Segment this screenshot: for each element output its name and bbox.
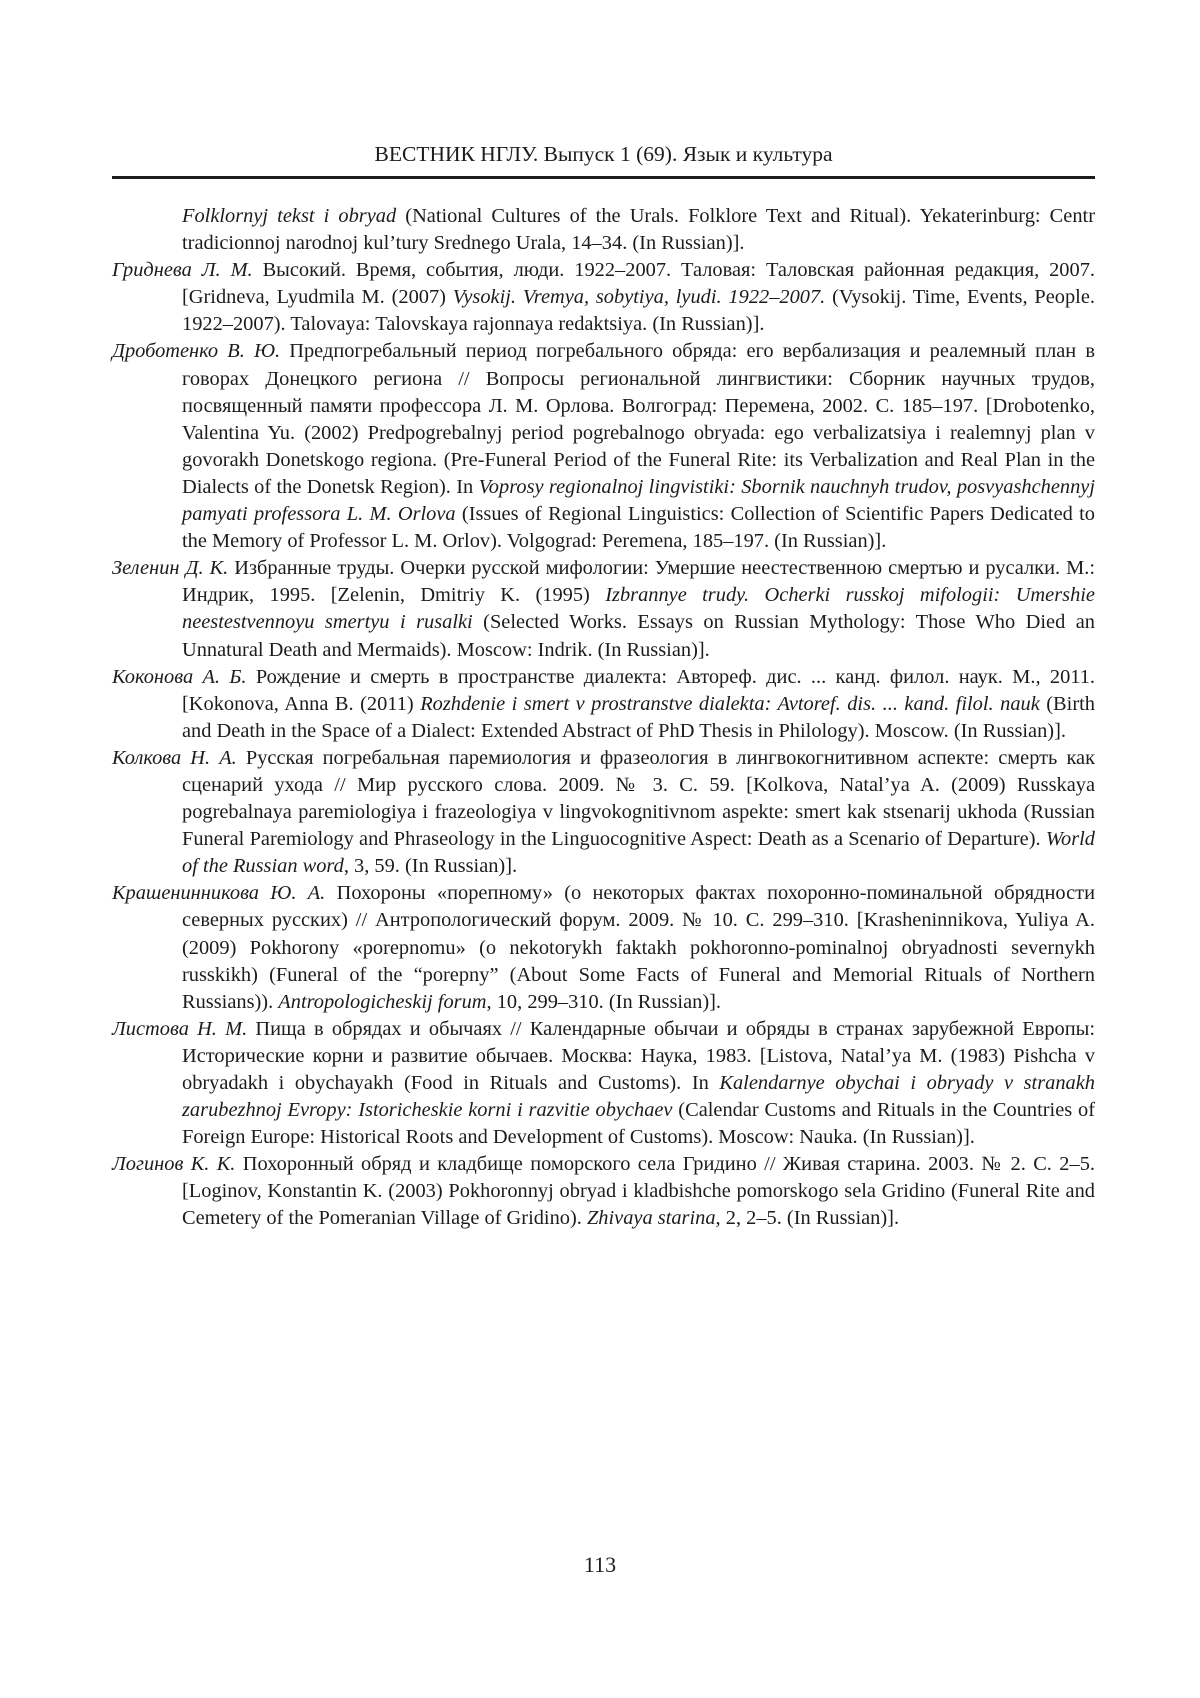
reference-title-italic: World of the Russian word <box>182 828 1095 878</box>
reference-entry <box>112 880 1095 1015</box>
reference-text: Русская погребальная паремиология и фразеология в лингвокогнитивном аспекте: смерть как сценарий ухода // Мир русского слова. 2009. № 3. С. 59. [Kolkova, Natal’ya A. (2009) Russkaya pogrebalnaya paremiologiya i frazeologiya v lingvokognitivnom aspekte: smert kak stsenarij ukhoda (Russian Funeral Paremiology and Phraseology in the Linguocognitive Aspect: Death as a Scenario of Departure). <box>182 746 1095 851</box>
reference-text: (Issues of Regional Linguistics: Collection of Scientific Papers Dedicated to the Memory of Professor L. M. Orlov). Volgograd: Peremena, 185–197. (In Russian)]. <box>182 503 1095 553</box>
reference-text: Пища в обрядах и обычаях // Календарные обычаи и обряды в странах зарубежной Европы: Исторические корни и развитие обычаев. Москва: Наука, 1983. [Listova, Natal’ya M. (1983) Pishcha v obryadakh i obychayakh (Food in Rituals and Customs). In <box>182 1017 1095 1094</box>
reference-text: (Birth and Death in the Space of a Dialect: Extended Abstract of PhD Thesis in Philology). Moscow. (In Russian)]. <box>182 692 1095 742</box>
reference-text: Избранные труды. Очерки русской мифологии: Умершие неестественною смертью и русалки. М.: Индрик, 1995. [Zelenin, Dmitriy K. (1995) <box>182 557 1095 607</box>
reference-entry <box>112 257 1095 338</box>
reference-author: Дроботенко В. Ю. <box>112 340 281 363</box>
header-rule <box>112 176 1095 179</box>
reference-text: (Vysokij. Time, Events, People. 1922–2007). Talovaya: Talovskaya rajonnaya redaktsiya. (In Russian)]. <box>182 286 1095 336</box>
reference-entry-continued <box>112 203 1095 257</box>
reference-author: Колкова Н. А. <box>112 746 237 769</box>
reference-entry <box>112 555 1095 663</box>
reference-author: Зеленин Д. К. <box>112 557 229 580</box>
reference-title-italic: Kalendarnye obychai i obryady v stranakh zarubezhnoj Evropy: Istoricheskie korni i razvitie obychaev <box>182 1072 1095 1122</box>
reference-author: Логинов К. К. <box>112 1153 236 1176</box>
reference-text: , 10, 299–310. (In Russian)]. <box>486 990 722 1013</box>
reference-title-italic: Folklornyj tekst i obryad <box>182 205 397 227</box>
reference-entry <box>112 1016 1095 1151</box>
reference-title-italic: Voprosy regionalnoj lingvistiki: Sbornik nauchnyh trudov, posvyashchennyj pamyati professora L. M. Orlova <box>182 475 1095 526</box>
reference-text: (Calendar Customs and Rituals in the Countries of Foreign Europe: Historical Roots and Development of Customs). Moscow: Nauka. (In Russian)]. <box>182 1099 1096 1149</box>
reference-text: , 3, 59. (In Russian)]. <box>343 855 518 878</box>
running-head: ВЕСТНИК НГЛУ. Выпуск 1 (69). Язык и культура <box>374 142 833 166</box>
reference-text: Похоронный обряд и кладбище поморского села Гридино // Живая старина. 2003. № 2. С. 2–5. [Loginov, Konstantin K. (2003) Pokhoronnyj obryad i kladbishche pomorskogo sela Gridino (Funeral Rite and Cemetery of the Pomeranian Village of Gridino). <box>182 1153 1095 1230</box>
reference-title-italic: Izbrannye trudy. Ocherki russkoj mifologii: Umershie neestestvennoyu smertyu i rusalki <box>182 584 1095 634</box>
reference-entry <box>112 1151 1095 1232</box>
reference-text: , 2, 2–5. (In Russian)]. <box>715 1207 900 1230</box>
reference-author: Гриднева Л. М. <box>112 259 253 282</box>
reference-text: Похороны «порепному» (о некоторых фактах похоронно-поминальной обрядности северных русских) // Антропологический форум. 2009. № 10. С. 299–310. [Krasheninnikova, Yuliya A. (2009) Pokhorony «porepnomu» (o nekotorykh faktakh pokhoronno-pominalnoj obryadnosti severnykh russkikh) (Funeral of the “porepny” (About Some Facts of Funeral and Memorial Rituals of Northern Russians)). <box>182 882 1096 1013</box>
reference-text: Высокий. Время, события, люди. 1922–2007. Таловая: Таловская районная редакция, 2007. [Gridneva, Lyudmila M. (2007) <box>182 259 1095 309</box>
reference-text: (National Cultures of the Urals. Folklore Text and Ritual). Yekaterinburg: Centr tradicionnoj narodnoj kul’tury Srednego Urala, 14–34. (In Russian)]. <box>182 205 1095 255</box>
reference-author: Коконова А. Б. <box>112 665 247 688</box>
reference-text: Рождение и смерть в пространстве диалекта: Автореф. дис. ... канд. филол. наук. М., 2011. [Kokonova, Anna B. (2011) <box>182 665 1095 715</box>
reference-title-italic: Zhivaya starina <box>586 1207 716 1230</box>
page-number: 113 <box>583 1552 617 1577</box>
reference-text: (Selected Works. Essays on Russian Mythology: Those Who Died an Unnatural Death and Mermaids). Moscow: Indrik. (In Russian)]. <box>182 611 1095 661</box>
reference-author: Крашенинникова Ю. А. <box>112 882 326 905</box>
reference-title-italic: Antropologicheskij forum <box>278 990 487 1013</box>
reference-list <box>112 203 1095 1233</box>
reference-entry <box>112 664 1095 745</box>
reference-text: Предпогребальный период погребального обряда: его вербализация и реалемный план в говорах Донецкого региона // Вопросы региональной лингвистики: Сборник научных трудов, посвященный памяти профессора Л. М. Орлова. Волгоград: Перемена, 2002. С. 185–197. [Drobotenko, Valentina Yu. (2002) Predpogrebalnyj period pogrebalnogo obryada: ego verbalizatsiya i realemnyj plan v govorakh Donetskogo regiona. (Pre-Funeral Period of the Funeral Rite: its Verbalization and Real Plan in the Dialects of the Donetsk Region). In <box>182 340 1095 498</box>
reference-entry <box>112 338 1095 555</box>
reference-entry <box>112 745 1095 880</box>
reference-title-italic: Vysokij. Vremya, sobytiya, lyudi. 1922–2007. <box>452 286 826 309</box>
reference-author: Листова Н. М. <box>112 1017 248 1040</box>
reference-title-italic: Rozhdenie i smert v prostranstve dialekta: Avtoref. dis. ... kand. filol. nauk <box>420 692 1040 715</box>
